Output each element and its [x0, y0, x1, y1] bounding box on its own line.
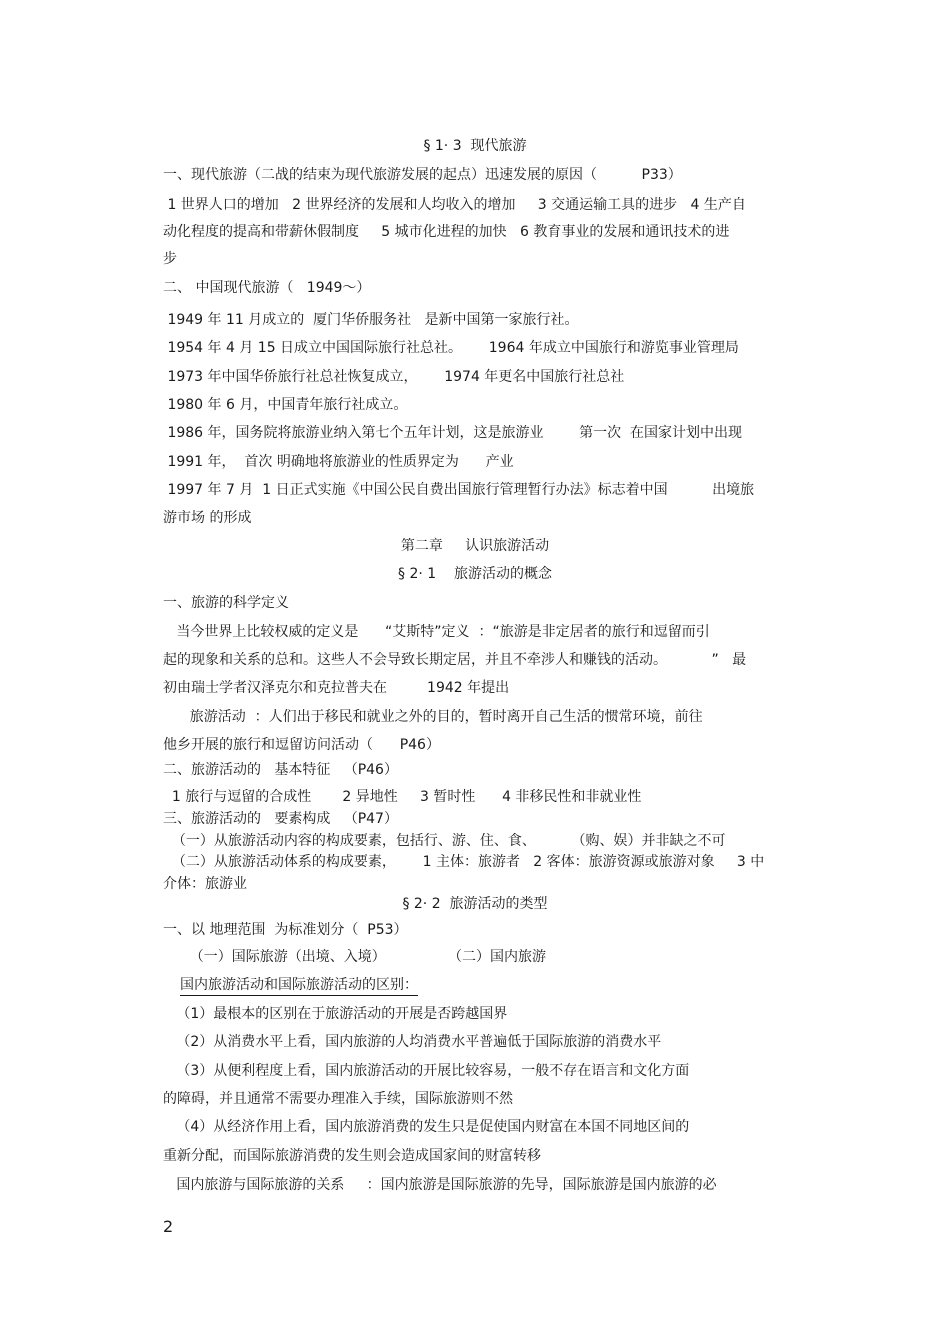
reasons-line-1: 1 世界人口的增加 2 世界经济的发展和人均收入的增加 3 交通运输工具的进步 4 生产自 — [163, 197, 746, 213]
elements-line-2: （二）从旅游活动体系的构成要素， 1 主体：旅游者 2 客体：旅游资源或旅游对象 3 中 — [163, 854, 765, 870]
history-line-2: 1954 年 4 月 15 日成立中国国际旅行社总社。 1964 年成立中国旅行和游览事业管理局 — [163, 340, 739, 356]
difference-line-1: （1）最根本的区别在于旅游活动的开展是否跨越国界 — [163, 1006, 508, 1022]
elements-line-1: （一）从旅游活动内容的构成要素，包括行、游、住、食、 （购、娱）并非缺之不可 — [163, 833, 726, 849]
history-line-5: 1986 年，国务院将旅游业纳入第七个五年计划，这是旅游业 第一次 在国家计划中出现 — [163, 425, 743, 441]
reasons-line-3: 步 — [163, 251, 177, 267]
history-line-1: 1949 年 11 月成立的 厦门华侨服务社 是新中国第一家旅行社。 — [163, 312, 579, 328]
history-line-3: 1973 年中国华侨旅行社总社恢复成立， 1974 年更名中国旅行社总社 — [163, 369, 625, 385]
heading-china-modern-tourism: 二、 中国现代旅游（ 1949～） — [163, 280, 371, 296]
tourism-types-line: （一）国际旅游（出境、入境） （二）国内旅游 — [163, 949, 547, 965]
history-line-6: 1991 年， 首次 明确地将旅游业的性质界定为 产业 — [163, 454, 514, 470]
definition-line-1: 当今世界上比较权威的定义是 “艾斯特”定义 ：“旅游是非定居者的旅行和逗留而引 — [163, 624, 710, 640]
definition-line-2: 起的现象和关系的总和。这些人不会导致长期定居，并且不牵涉人和赚钱的活动。 ” 最 — [163, 652, 747, 668]
history-line-7: 1997 年 7 月 1 日正式实施《中国公民自费出国旅行管理暂行办法》标志着中国 出境旅 — [163, 482, 755, 498]
heading-elements: 三、旅游活动的 要素构成 （P47） — [163, 811, 398, 827]
differences-title: 国内旅游活动和国际旅游活动的区别： — [180, 976, 418, 996]
chapter-title: 第二章 认识旅游活动 — [400, 538, 550, 554]
reasons-line-2: 动化程度的提高和带薪休假制度 5 城市化进程的加快 6 教育事业的发展和通讯技术的进 — [163, 224, 730, 240]
difference-line-4: 的障碍，并且通常不需要办理准入手续，国际旅游则不然 — [163, 1091, 513, 1107]
history-line-8: 游市场 的形成 — [163, 510, 252, 526]
difference-line-6: 重新分配，而国际旅游消费的发生则会造成国家间的财富转移 — [163, 1148, 541, 1164]
relation-line: 国内旅游与国际旅游的关系 ：国内旅游是国际旅游的先导，国际旅游是国内旅游的必 — [163, 1177, 717, 1193]
elements-line-3: 介体：旅游业 — [163, 876, 247, 892]
features-line: 1 旅行与逗留的合成性 2 异地性 3 暂时性 4 非移民性和非就业性 — [163, 789, 642, 805]
section-title-2-2: § 2· 2 旅游活动的类型 — [402, 896, 548, 912]
activity-definition-line-2: 他乡开展的旅行和逗留访问活动（ P46） — [163, 737, 440, 753]
heading-basic-features: 二、旅游活动的 基本特征 （P46） — [163, 762, 398, 778]
section-title-1-3: § 1· 3 现代旅游 — [423, 138, 527, 154]
section-title-2-1: § 2· 1 旅游活动的概念 — [398, 566, 552, 582]
difference-line-5: （4）从经济作用上看，国内旅游消费的发生只是促使国内财富在本国不同地区间的 — [163, 1119, 690, 1135]
activity-definition-line-1: 旅游活动 ：人们出于移民和就业之外的目的，暂时离开自己生活的惯常环境，前往 — [163, 709, 703, 725]
history-line-4: 1980 年 6 月，中国青年旅行社成立。 — [163, 397, 408, 413]
heading-reasons: 一、现代旅游（二战的结束为现代旅游发展的起点）迅速发展的原因（ P33） — [163, 167, 682, 183]
heading-scientific-definition: 一、旅游的科学定义 — [163, 595, 289, 611]
difference-line-2: （2）从消费水平上看，国内旅游的人均消费水平普遍低于国际旅游的消费水平 — [163, 1034, 662, 1050]
difference-line-3: （3）从便利程度上看，国内旅游活动的开展比较容易，一般不存在语言和文化方面 — [163, 1063, 690, 1079]
definition-line-3: 初由瑞士学者汉泽克尔和克拉普夫在 1942 年提出 — [163, 680, 510, 696]
page-number: 2 — [163, 1217, 174, 1236]
heading-geographic-scope: 一、以 地理范围 为标准划分（ P53） — [163, 922, 408, 938]
